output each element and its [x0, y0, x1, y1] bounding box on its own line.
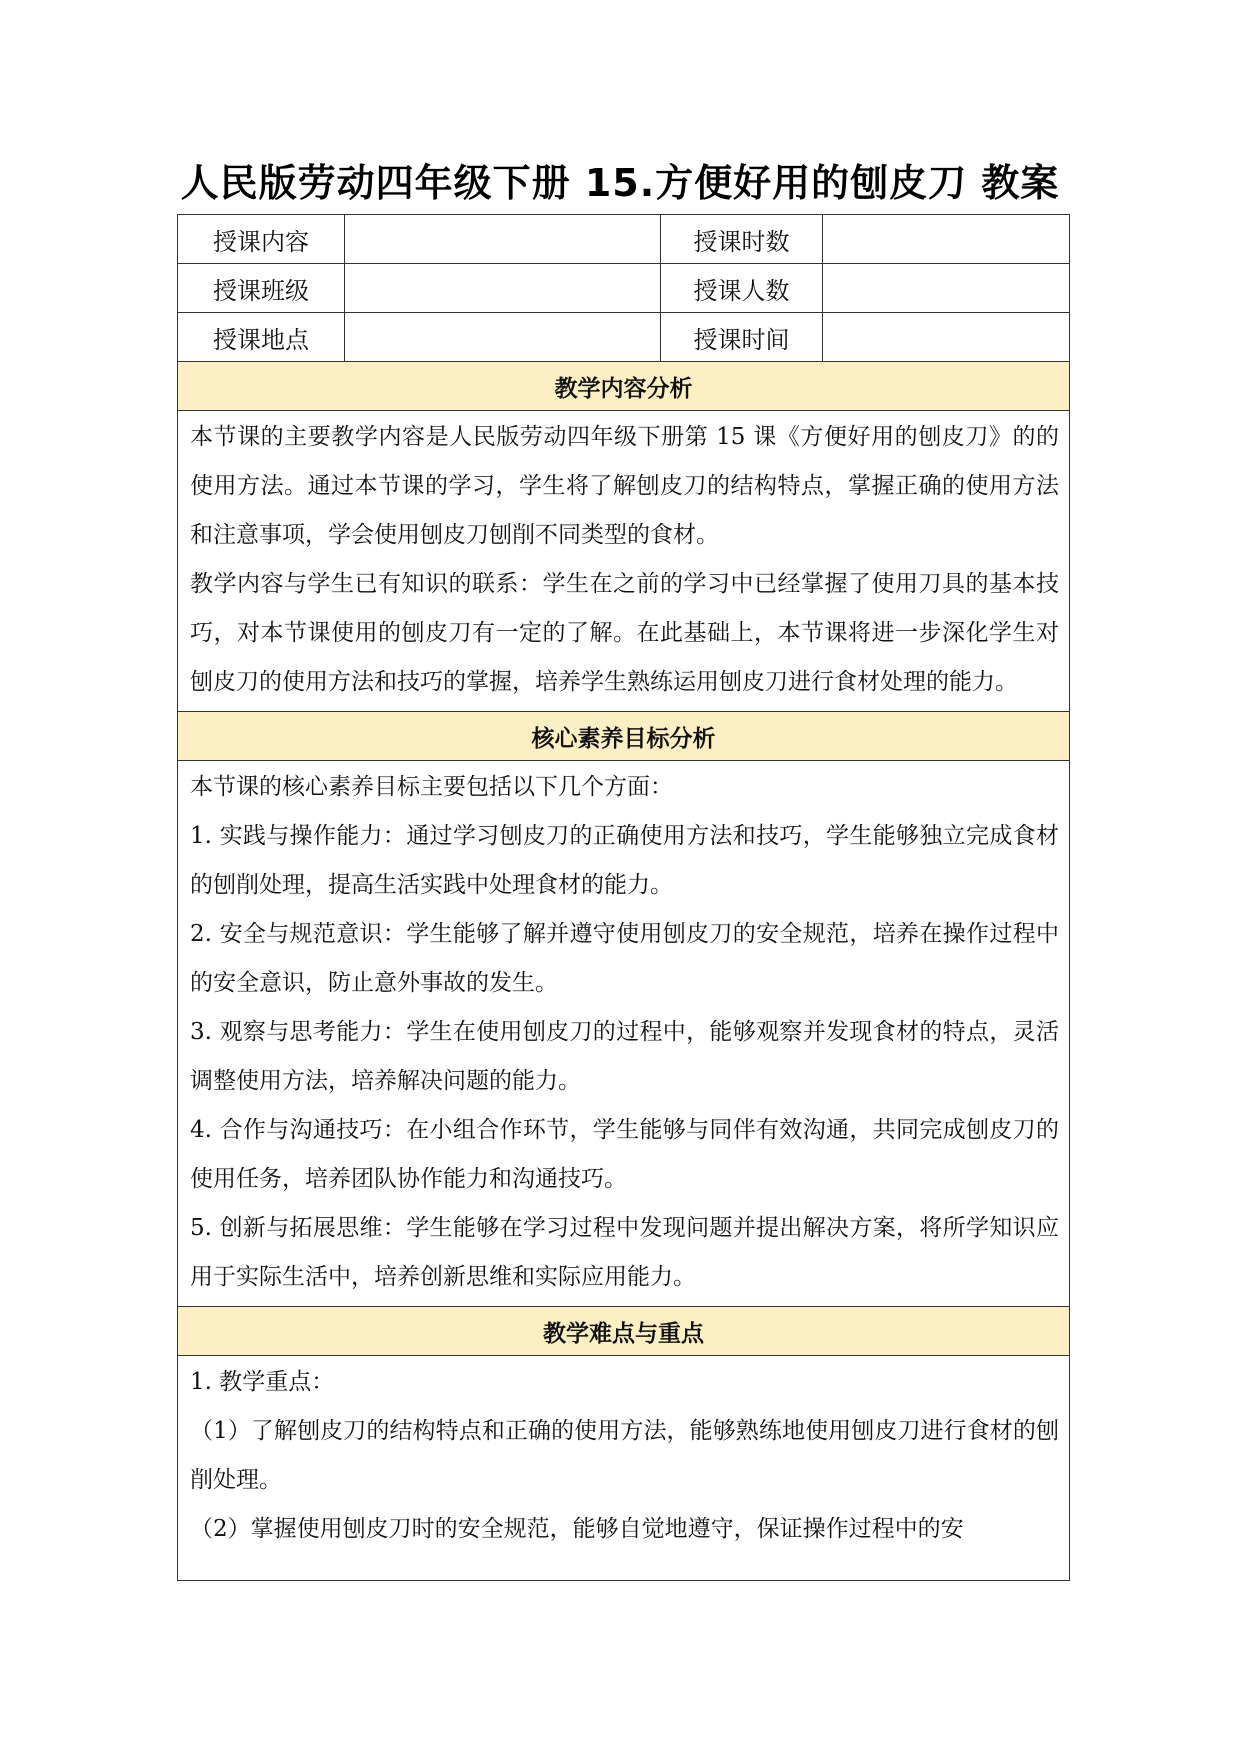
heading-difficulties: 教学难点与重点	[178, 1307, 1070, 1356]
paragraph: 本节课的核心素养目标主要包括以下几个方面：	[190, 774, 673, 800]
label-lesson-time: 授课时间	[661, 313, 823, 362]
section-header-core-literacy	[178, 712, 1070, 761]
value-lesson-hours	[823, 215, 1070, 264]
paragraph: 1. 教学重点：	[190, 1369, 335, 1395]
paragraph: 本节课的主要教学内容是人民版劳动四年级下册第 15 课《方便好用的刨皮刀》的的使用方法。通过本节课的学习，学生将了解刨皮刀的结构特点，掌握正确的使用方法和注意事项，学会使用刨皮刀刨削不同类型的食材。	[190, 424, 1059, 548]
paragraph: 1. 实践与操作能力：通过学习刨皮刀的正确使用方法和技巧，学生能够独立完成食材的刨削处理，提高生活实践中处理食材的能力。	[190, 823, 1059, 898]
info-row-location	[178, 313, 1070, 362]
paragraph: 教学内容与学生已有知识的联系：学生在之前的学习中已经掌握了使用刀具的基本技巧，对本节课使用的刨皮刀有一定的了解。在此基础上，本节课将进一步深化学生对刨皮刀的使用方法和技巧的掌握，培养学生熟练运用刨皮刀进行食材处理的能力。	[190, 571, 1059, 695]
lesson-plan-table	[177, 214, 1070, 1581]
label-lesson-hours: 授课时数	[661, 215, 823, 264]
paragraph: （2）掌握使用刨皮刀时的安全规范，能够自觉地遵守，保证操作过程中的安	[190, 1516, 964, 1542]
label-lesson-content: 授课内容	[178, 215, 345, 264]
section-body-core-literacy	[178, 761, 1070, 1307]
info-row-content	[178, 215, 1070, 264]
content-analysis-text	[178, 411, 1070, 712]
section-body-difficulties	[178, 1356, 1070, 1581]
info-row-class	[178, 264, 1070, 313]
value-lesson-location	[345, 313, 661, 362]
section-body-content-analysis	[178, 411, 1070, 712]
heading-content-analysis: 教学内容分析	[178, 362, 1070, 411]
document-title: 人民版劳动四年级下册 15.方便好用的刨皮刀 教案	[180, 161, 1060, 205]
label-student-count: 授课人数	[661, 264, 823, 313]
label-lesson-location: 授课地点	[178, 313, 345, 362]
label-lesson-class: 授课班级	[178, 264, 345, 313]
paragraph: 5. 创新与拓展思维：学生能够在学习过程中发现问题并提出解决方案，将所学知识应用于实际生活中，培养创新思维和实际应用能力。	[190, 1215, 1059, 1290]
paragraph: （1）了解刨皮刀的结构特点和正确的使用方法，能够熟练地使用刨皮刀进行食材的刨削处理。	[190, 1418, 1059, 1493]
paragraph: 4. 合作与沟通技巧：在小组合作环节，学生能够与同伴有效沟通，共同完成刨皮刀的使用任务，培养团队协作能力和沟通技巧。	[190, 1117, 1059, 1192]
value-lesson-class	[345, 264, 661, 313]
paragraph: 3. 观察与思考能力：学生在使用刨皮刀的过程中，能够观察并发现食材的特点，灵活调整使用方法，培养解决问题的能力。	[190, 1019, 1059, 1094]
value-lesson-content	[345, 215, 661, 264]
value-student-count	[823, 264, 1070, 313]
core-literacy-text	[178, 761, 1070, 1307]
difficulties-text	[178, 1356, 1070, 1581]
paragraph: 2. 安全与规范意识：学生能够了解并遵守使用刨皮刀的安全规范，培养在操作过程中的安全意识，防止意外事故的发生。	[190, 921, 1059, 996]
heading-core-literacy: 核心素养目标分析	[178, 712, 1070, 761]
section-header-content-analysis	[178, 362, 1070, 411]
section-header-difficulties	[178, 1307, 1070, 1356]
value-lesson-time	[823, 313, 1070, 362]
